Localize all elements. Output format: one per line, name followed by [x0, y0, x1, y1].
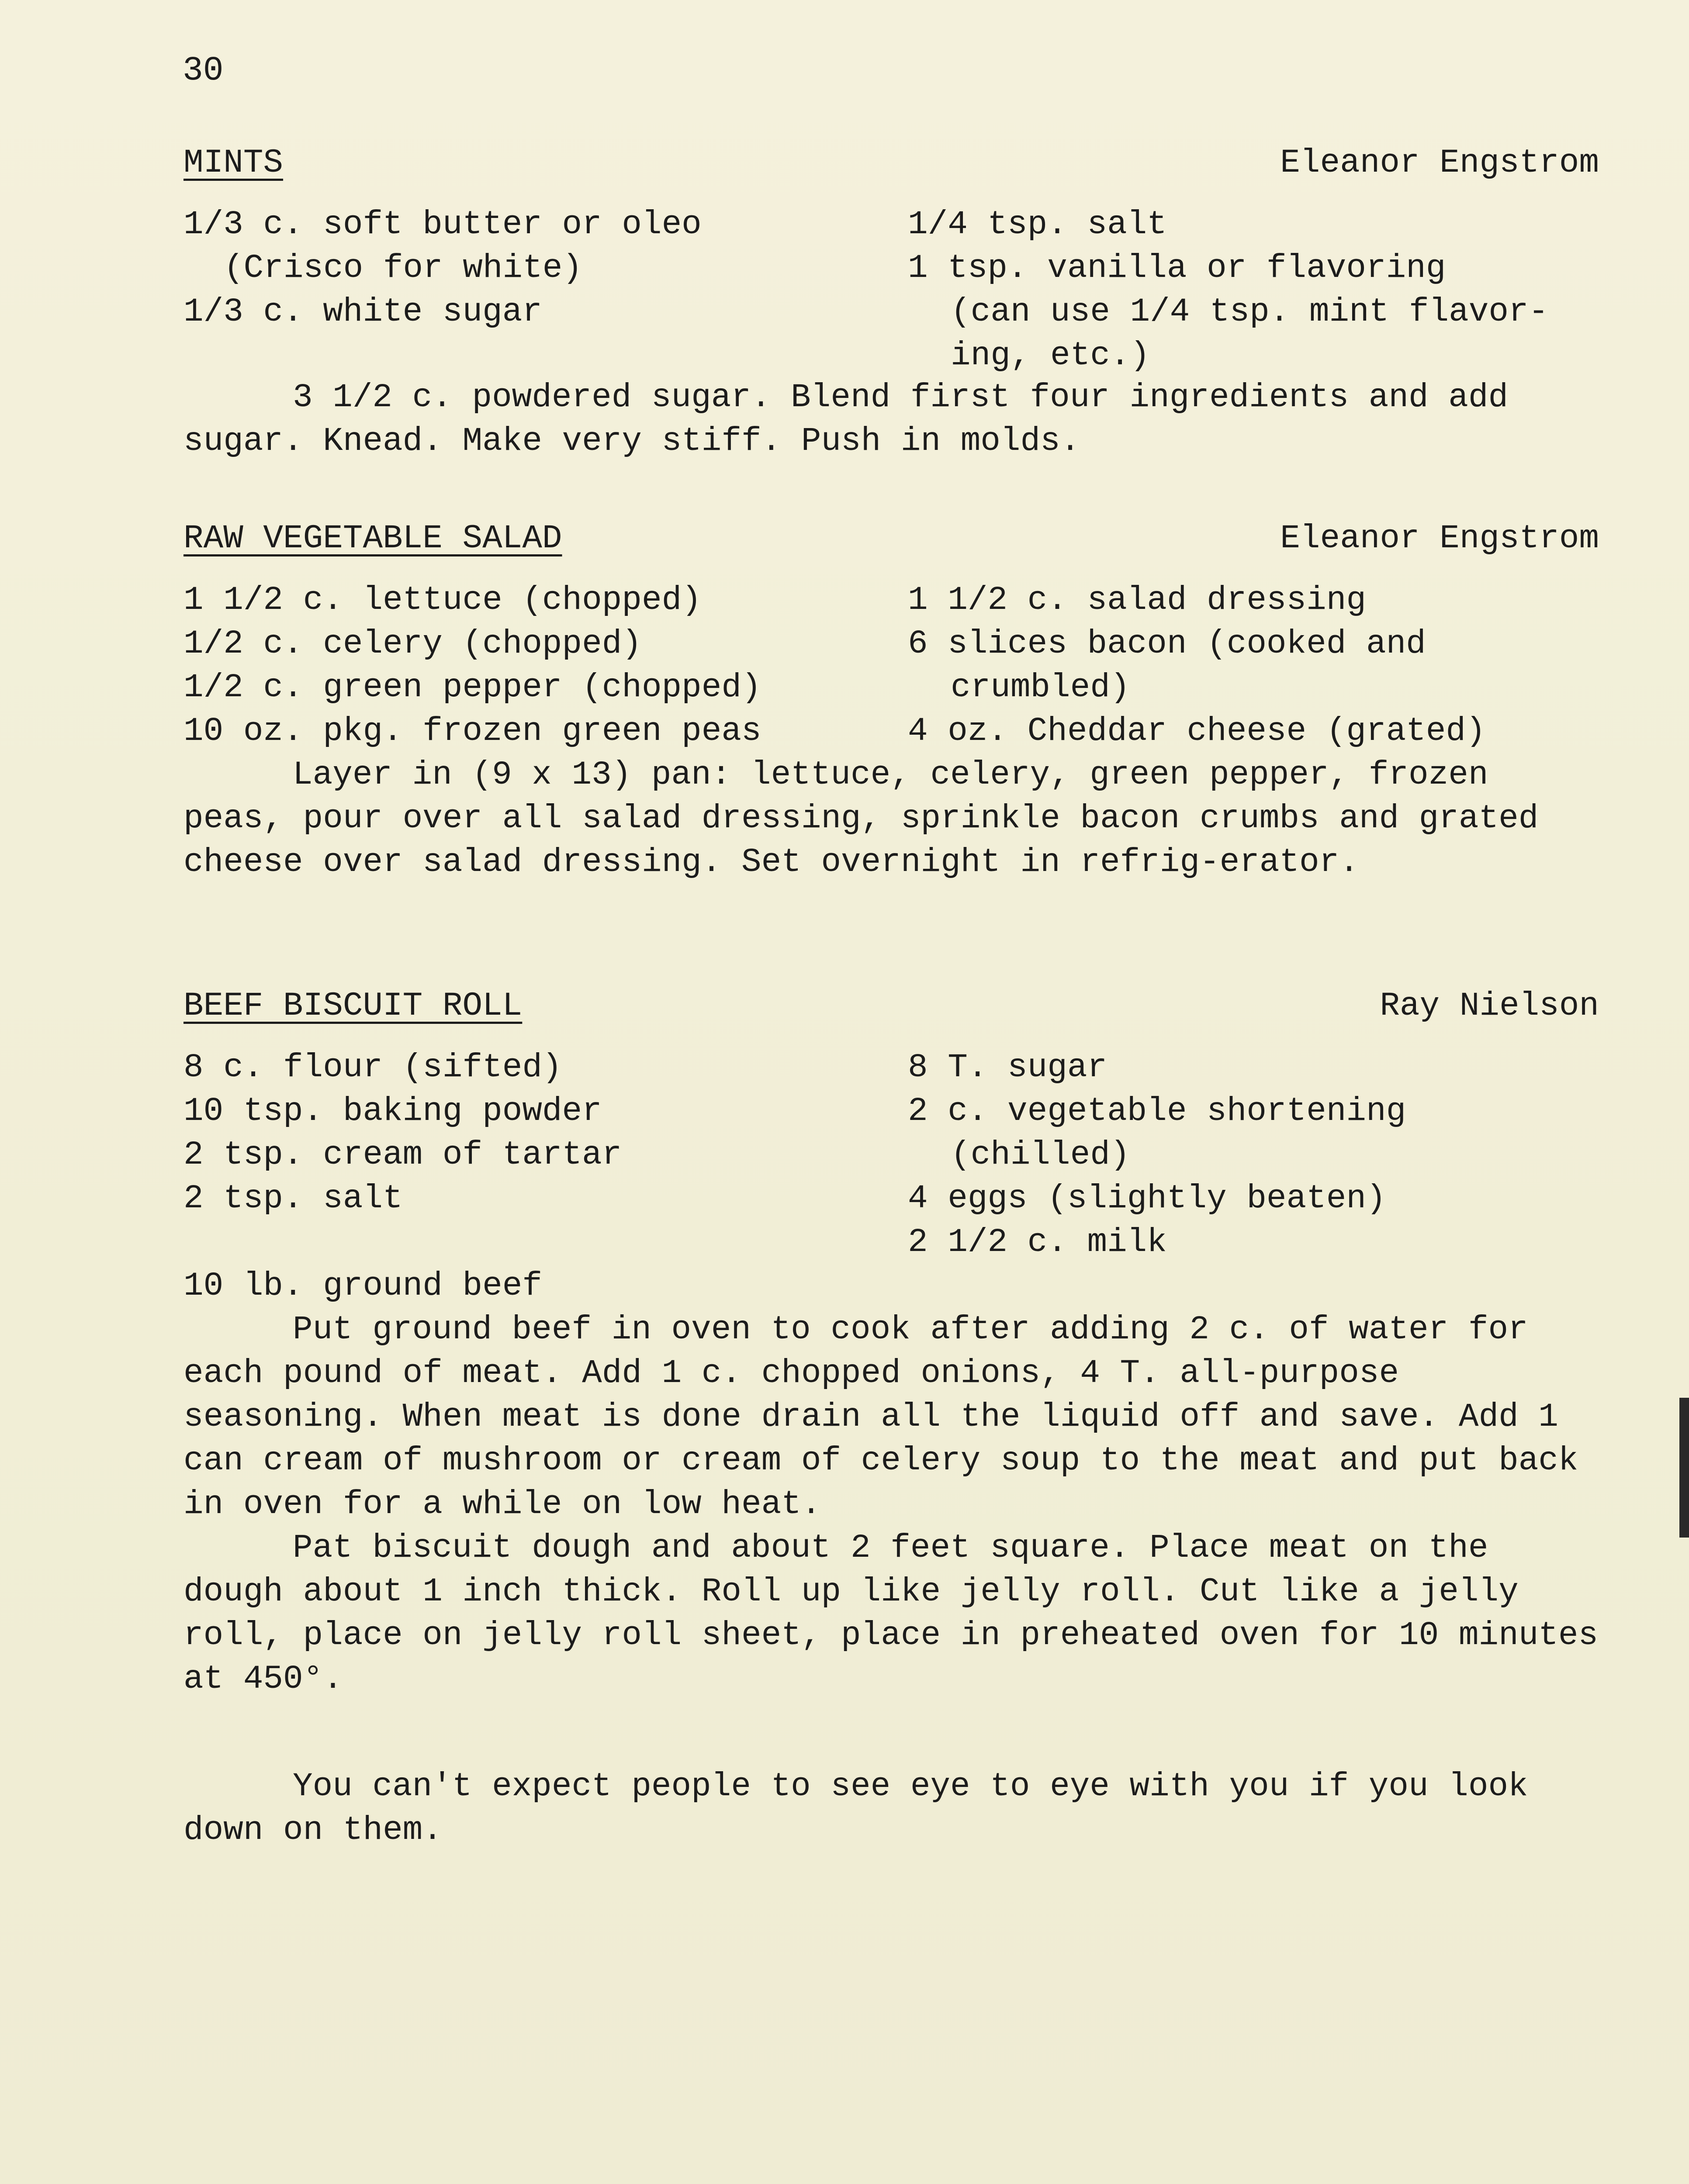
- ingredient: crumbled): [951, 669, 1130, 706]
- ingredient: 1/2 c. green pepper (chopped): [183, 669, 761, 706]
- ingredient: 1/3 c. white sugar: [183, 293, 542, 331]
- ingredient: 1 1/2 c. lettuce (chopped): [183, 581, 702, 619]
- directions-paragraph: Pat biscuit dough and about 2 feet square. Place meat on the dough about 1 inch thick. Roll up like jelly roll. Cut like a jelly roll, place on jelly roll sheet, place in preheated oven for 10 minutes at 450°.: [183, 1529, 1618, 1698]
- recipe-raw-vegetable-salad: [183, 520, 1599, 881]
- ingredient: 8 T. sugar: [908, 1049, 1108, 1086]
- recipe-header: [183, 144, 1599, 192]
- recipe-directions: [183, 753, 1599, 884]
- page-number: 30: [183, 52, 224, 90]
- page-edge-shadow: [1679, 1398, 1689, 1538]
- recipe-author: Eleanor Engstrom: [1280, 520, 1599, 557]
- ingredients-right: [908, 578, 1607, 753]
- ingredient: (chilled): [951, 1136, 1130, 1174]
- ingredient: 1/4 tsp. salt: [908, 206, 1167, 243]
- recipe-mints: [183, 144, 1599, 460]
- ingredient: (Crisco for white): [224, 249, 582, 287]
- recipe-author: Ray Nielson: [1380, 987, 1599, 1025]
- directions-text: Layer in (9 x 13) pan: lettuce, celery, green pepper, frozen peas, pour over all salad dressing, sprinkle bacon crumbs and grated cheese over salad dressing. Set overnight in refrig-erator.: [183, 756, 1558, 881]
- directions-paragraph: Put ground beef in oven to cook after adding 2 c. of water for each pound of meat. Add 1 c. chopped onions, 4 T. all-purpose seasoning. When meat is done drain all the liquid off and save. Add 1 can cream of mushroom or cream of celery soup to the meat and put back in oven for a while on low heat.: [183, 1311, 1599, 1523]
- ingredient: 8 c. flour (sifted): [183, 1049, 562, 1086]
- saying-text: You can't expect people to see eye to eye with you if you look down on them.: [183, 1768, 1528, 1849]
- filler-saying: [183, 1765, 1599, 1852]
- recipe-directions: [183, 1264, 1618, 1701]
- recipe-beef-biscuit-roll: [183, 987, 1618, 1698]
- recipe-header: [183, 987, 1599, 1035]
- recipe-author: Eleanor Engstrom: [1280, 144, 1599, 182]
- ingredient: ing, etc.): [951, 337, 1150, 374]
- recipe-header: [183, 520, 1599, 568]
- ingredients-right: [908, 203, 1607, 377]
- ingredient: 4 oz. Cheddar cheese (grated): [908, 712, 1486, 750]
- recipe-title: MINTS: [183, 144, 284, 182]
- ingredient: (can use 1/4 tsp. mint flavor-: [951, 293, 1549, 331]
- ingredients-left: [183, 578, 891, 753]
- recipe-directions: [183, 376, 1599, 463]
- ingredients-left: [183, 203, 891, 334]
- recipe-title: BEEF BISCUIT ROLL: [183, 987, 523, 1025]
- ingredient: 10 lb. ground beef: [183, 1267, 542, 1305]
- ingredient: 4 eggs (slightly beaten): [908, 1180, 1386, 1217]
- ingredient: 2 1/2 c. milk: [908, 1223, 1167, 1261]
- ingredient: 1/2 c. celery (chopped): [183, 625, 642, 663]
- ingredient: 2 c. vegetable shortening: [908, 1092, 1406, 1130]
- ingredient: 10 oz. pkg. frozen green peas: [183, 712, 761, 750]
- ingredient: 1 1/2 c. salad dressing: [908, 581, 1366, 619]
- ingredient: 2 tsp. salt: [183, 1180, 403, 1217]
- ingredient: 10 tsp. baking powder: [183, 1092, 602, 1130]
- ingredient: 1/3 c. soft butter or oleo: [183, 206, 702, 243]
- directions-text: 3 1/2 c. powdered sugar. Blend first four ingredients and add sugar. Knead. Make very stiff. Push in molds.: [183, 379, 1528, 460]
- ingredient: 1 tsp. vanilla or flavoring: [908, 249, 1446, 287]
- ingredients-right: [908, 1046, 1607, 1264]
- ingredients-left: [183, 1046, 891, 1220]
- ingredient: 6 slices bacon (cooked and: [908, 625, 1426, 663]
- ingredient: 2 tsp. cream of tartar: [183, 1136, 622, 1174]
- recipe-title: RAW VEGETABLE SALAD: [183, 520, 562, 557]
